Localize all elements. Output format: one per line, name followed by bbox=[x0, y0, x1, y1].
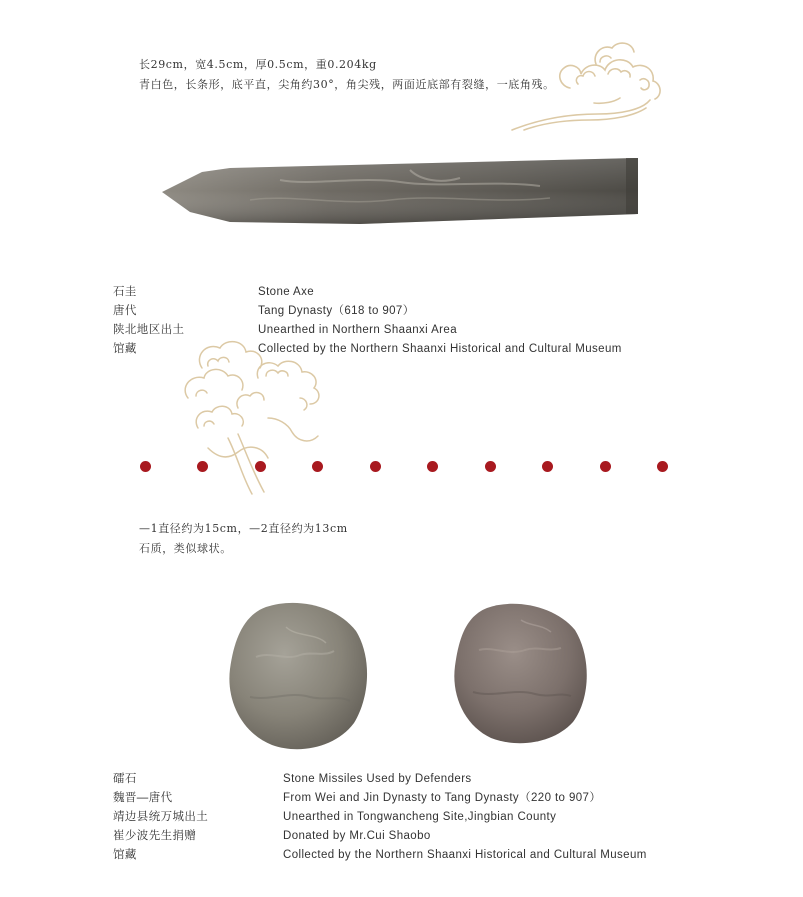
caption-en-line: Stone Missiles Used by Defenders bbox=[283, 773, 472, 785]
caption-en-line: Unearthed in Tongwancheng Site,Jingbian County bbox=[283, 811, 557, 823]
separator-dot bbox=[485, 461, 496, 472]
caption-cn-line: 靖边县统万城出土 bbox=[113, 811, 209, 823]
separator-dot bbox=[312, 461, 323, 472]
separator-dot bbox=[370, 461, 381, 472]
caption-cn-line: 魏晋—唐代 bbox=[113, 792, 173, 804]
caption-cn-line: 石圭 bbox=[113, 286, 137, 298]
caption-en-line: Tang Dynasty（618 to 907） bbox=[258, 305, 415, 317]
separator-dot bbox=[542, 461, 553, 472]
stone-axe-image bbox=[160, 150, 640, 232]
caption-cn-line: 礌石 bbox=[113, 773, 137, 785]
caption-en-line: Unearthed in Northern Shaanxi Area bbox=[258, 324, 457, 336]
caption-cn-line: 崔少波先生捐赠 bbox=[113, 830, 197, 842]
description-line: —1直径约为15cm，—2直径约为13cm bbox=[139, 522, 348, 535]
caption-cn-line: 陕北地区出土 bbox=[113, 324, 185, 336]
caption-cn-line: 唐代 bbox=[113, 305, 137, 317]
caption-en-line: Collected by the Northern Shaanxi Historical and Cultural Museum bbox=[258, 343, 622, 355]
caption-en-line: Stone Axe bbox=[258, 286, 315, 298]
stone-missile-image bbox=[451, 600, 591, 746]
caption-cn-line: 馆藏 bbox=[113, 849, 137, 861]
separator-dot bbox=[140, 461, 151, 472]
separator-dot bbox=[427, 461, 438, 472]
separator-dot bbox=[197, 461, 208, 472]
artifact-description bbox=[139, 519, 539, 559]
auspicious-cloud-icon bbox=[178, 338, 338, 498]
separator-dot bbox=[255, 461, 266, 472]
description-line: 青白色，长条形，底平直，尖角约30°，角尖残，两面近底部有裂缝，一底角残。 bbox=[139, 78, 555, 91]
stone-missile-image bbox=[226, 597, 372, 753]
separator-dot bbox=[657, 461, 668, 472]
caption-en-line: Donated by Mr.Cui Shaobo bbox=[283, 830, 431, 842]
separator-dot bbox=[600, 461, 611, 472]
description-line: 长29cm，宽4.5cm，厚0.5cm，重0.204kg bbox=[139, 58, 377, 71]
caption-cn-line: 馆藏 bbox=[113, 343, 137, 355]
caption-en-line: From Wei and Jin Dynasty to Tang Dynasty（220 to 907） bbox=[283, 792, 602, 804]
description-line: 石质，类似球状。 bbox=[139, 542, 232, 555]
caption-en-line: Collected by the Northern Shaanxi Historical and Cultural Museum bbox=[283, 849, 647, 861]
artifact-description bbox=[139, 55, 619, 95]
